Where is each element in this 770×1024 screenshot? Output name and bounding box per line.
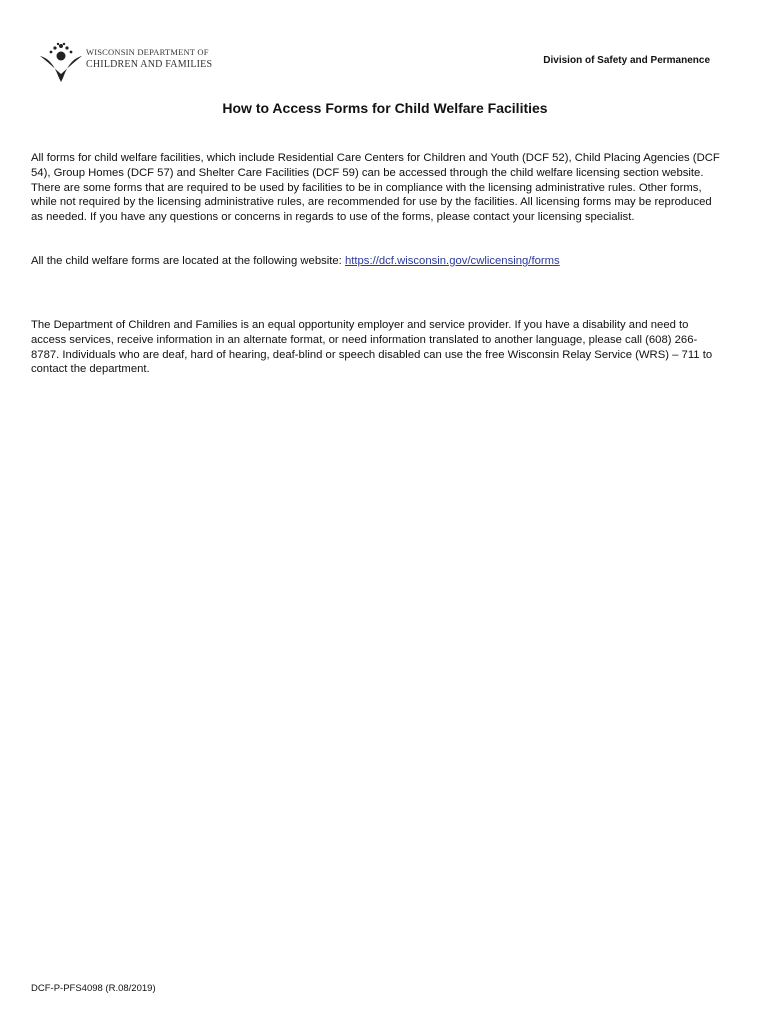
- page-title: How to Access Forms for Child Welfare Facilities: [222, 100, 548, 116]
- logo-text-line2: CHILDREN AND FAMILIES: [86, 59, 213, 70]
- form-number-footer: DCF-P-PFS4098 (R.08/2019): [31, 983, 156, 994]
- equal-opportunity-paragraph: The Department of Children and Families is an equal opportunity employer and service provider. If you have a disability and need to access services, receive information in an alternate format, or need information translated to another language, please call (608) 266-8787. Individuals who are deaf, hard of hearing, deaf-blind or speech disabled can use the free Wisconsin Relay Service (WRS) – 711 to contact the department.: [31, 319, 713, 376]
- logo-text-line1: WISCONSIN DEPARTMENT OF: [86, 47, 209, 57]
- forms-location-paragraph: [31, 254, 721, 269]
- intro-paragraph: All forms for child welfare facilities, which include Residential Care Centers for Children and Youth (DCF 52), Child Placing Agencies (DCF 54), Group Homes (DCF 57) and Shelter Care Facilities (DCF 59) can be accessed through the child welfare licensing section website. There are some forms that are required to be used by facilities to be in compliance with the licensing administrative rules. Other forms, while not required by the licensing administrative rules, are recommended for use by the facilities. All licensing forms may be reproduced as needed. If you have any questions or concerns in regards to use of the forms, please contact your licensing specialist.: [31, 152, 720, 224]
- dcf-emblem-icon: [38, 40, 84, 84]
- forms-location-text: All the child welfare forms are located at the following website:: [31, 255, 345, 267]
- forms-website-link[interactable]: https://dcf.wisconsin.gov/cwlicensing/forms: [344, 255, 560, 267]
- division-name: Division of Safety and Permanence: [543, 55, 710, 66]
- dcf-logo: [38, 40, 213, 84]
